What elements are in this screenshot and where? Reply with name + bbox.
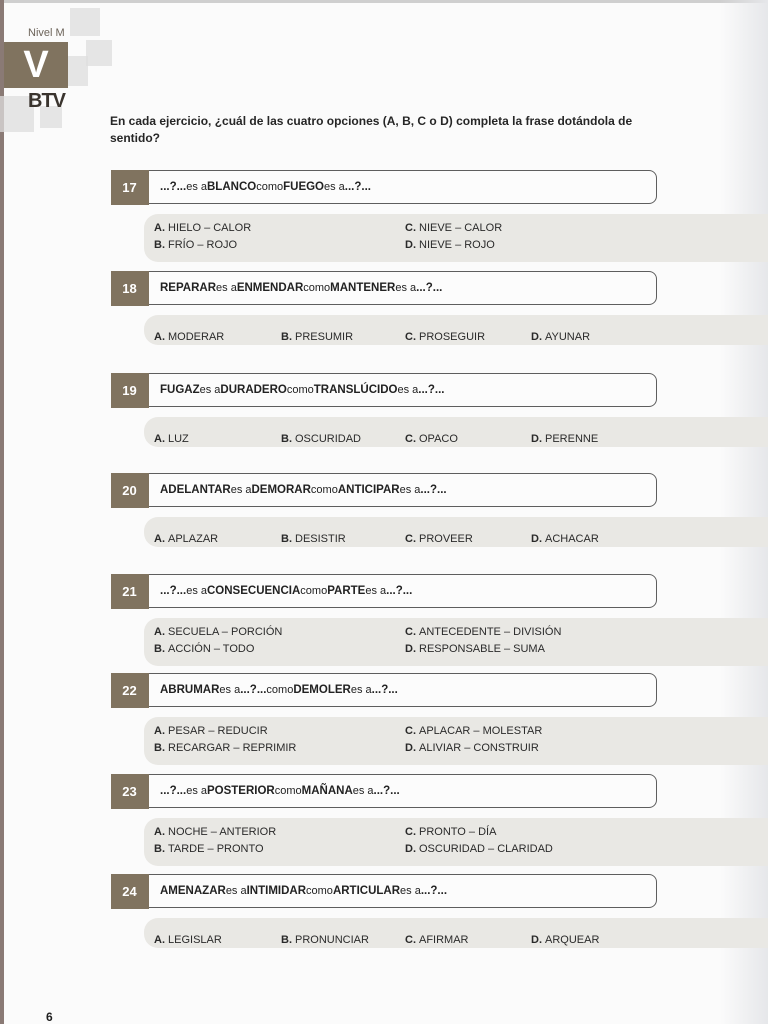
- statement-term: ...?...: [420, 484, 447, 496]
- statement-term: REPARAR: [160, 282, 217, 294]
- option-letter: B.: [154, 742, 165, 754]
- option-text: NIEVE – ROJO: [419, 239, 495, 251]
- option-text: NIEVE – CALOR: [419, 222, 503, 234]
- option-d[interactable]: [531, 533, 599, 545]
- statement-connector: es a: [324, 181, 345, 193]
- option-text: SECUELA – PORCIÓN: [168, 626, 283, 638]
- statement-connector: es a: [230, 484, 252, 496]
- option-text: APLAZAR: [168, 533, 219, 545]
- option-a[interactable]: [154, 433, 189, 445]
- page-left-edge: [0, 0, 4, 1024]
- statement-connector: es a: [225, 885, 247, 897]
- option-letter: A.: [154, 826, 165, 838]
- statement-term: FUEGO: [283, 181, 324, 193]
- level-badge: [0, 0, 120, 140]
- option-a[interactable]: [154, 725, 268, 737]
- statement-connector: como: [300, 585, 328, 597]
- question-21: [111, 574, 657, 608]
- option-b[interactable]: [154, 643, 254, 655]
- option-text: PROSEGUIR: [419, 331, 486, 343]
- option-c[interactable]: [405, 934, 469, 946]
- statement-term: DEMORAR: [251, 484, 311, 496]
- option-letter: A.: [154, 934, 165, 946]
- option-b[interactable]: [281, 934, 369, 946]
- question-17: [111, 170, 657, 204]
- question-number: 19: [111, 373, 149, 408]
- option-text: OSCURIDAD: [295, 433, 362, 445]
- statement-term: FUGAZ: [160, 384, 200, 396]
- question-statement: [160, 474, 447, 506]
- question-number: 18: [111, 271, 149, 306]
- option-c[interactable]: [405, 331, 485, 343]
- option-d[interactable]: [531, 433, 598, 445]
- statement-term: ANTICIPAR: [337, 484, 400, 496]
- option-letter: C.: [405, 626, 416, 638]
- option-letter: B.: [281, 533, 292, 545]
- option-text: PERENNE: [545, 433, 599, 445]
- option-text: OSCURIDAD – CLARIDAD: [419, 843, 553, 855]
- option-letter: B.: [154, 843, 165, 855]
- option-letter: A.: [154, 533, 165, 545]
- question-19: [111, 373, 657, 407]
- statement-term: ...?...: [386, 585, 413, 597]
- statement-term: ...?...: [160, 181, 187, 193]
- statement-connector: es a: [186, 181, 207, 193]
- statement-connector: es a: [350, 684, 372, 696]
- option-letter: C.: [405, 222, 416, 234]
- option-letter: C.: [405, 331, 416, 343]
- option-text: HIELO – CALOR: [168, 222, 252, 234]
- option-text: DESISTIR: [295, 533, 346, 545]
- statement-connector: como: [306, 885, 333, 897]
- option-letter: D.: [405, 239, 416, 251]
- option-d[interactable]: [405, 742, 539, 754]
- statement-term: BLANCO: [207, 181, 257, 193]
- option-d[interactable]: [405, 843, 553, 855]
- statement-connector: es a: [216, 282, 237, 294]
- statement-term: ADELANTAR: [160, 484, 231, 496]
- statement-connector: como: [303, 282, 331, 294]
- option-a[interactable]: [154, 626, 282, 638]
- option-text: RESPONSABLE – SUMA: [419, 643, 545, 655]
- statement-connector: es a: [400, 885, 421, 897]
- question-statement: [160, 875, 447, 907]
- option-a[interactable]: [154, 533, 218, 545]
- level-label: Nivel M: [28, 27, 65, 39]
- option-letter: D.: [531, 533, 542, 545]
- option-text: MODERAR: [168, 331, 225, 343]
- option-letter: B.: [154, 643, 165, 655]
- option-letter: D.: [405, 643, 416, 655]
- option-text: ANTECEDENTE – DIVISIÓN: [419, 626, 562, 638]
- statement-term: ...?...: [240, 684, 267, 696]
- option-b[interactable]: [154, 239, 237, 251]
- statement-connector: es a: [352, 785, 374, 797]
- question-22: [111, 673, 657, 707]
- option-letter: C.: [405, 533, 416, 545]
- option-c[interactable]: [405, 626, 561, 638]
- option-b[interactable]: [154, 843, 264, 855]
- option-text: RECARGAR – REPRIMIR: [168, 742, 297, 754]
- level-letter: V: [4, 42, 68, 88]
- statement-term: DURADERO: [220, 384, 287, 396]
- statement-term: DEMOLER: [293, 684, 351, 696]
- statement-term: ...?...: [416, 282, 443, 294]
- question-number: 20: [111, 473, 149, 508]
- statement-term: MAÑANA: [301, 785, 353, 797]
- statement-term: AMENAZAR: [160, 885, 226, 897]
- statement-connector: como: [266, 684, 294, 696]
- option-letter: C.: [405, 826, 416, 838]
- page-number: 6: [46, 1010, 53, 1024]
- statement-term: ...?...: [373, 785, 400, 797]
- option-c[interactable]: [405, 826, 496, 838]
- option-letter: C.: [405, 934, 416, 946]
- statement-connector: es a: [186, 585, 207, 597]
- statement-term: ARTICULAR: [332, 885, 401, 897]
- option-b[interactable]: [281, 533, 346, 545]
- option-letter: B.: [154, 239, 165, 251]
- statement-term: TRANSLÚCIDO: [313, 384, 398, 396]
- option-letter: D.: [405, 843, 416, 855]
- option-text: ALIVIAR – CONSTRUIR: [419, 742, 539, 754]
- statement-connector: como: [274, 785, 302, 797]
- statement-term: ...?...: [418, 384, 445, 396]
- option-c[interactable]: [405, 433, 458, 445]
- question-statement: [160, 674, 398, 706]
- option-a[interactable]: [154, 331, 224, 343]
- option-text: APLACAR – MOLESTAR: [419, 725, 543, 737]
- option-text: AFIRMAR: [419, 934, 469, 946]
- statement-term: MANTENER: [330, 282, 396, 294]
- option-text: ACHACAR: [545, 533, 599, 545]
- statement-connector: como: [286, 384, 314, 396]
- option-c[interactable]: [405, 222, 502, 234]
- question-statement: [160, 775, 400, 807]
- option-d[interactable]: [531, 331, 590, 343]
- option-letter: A.: [154, 725, 165, 737]
- option-text: TARDE – PRONTO: [168, 843, 264, 855]
- statement-term: ABRUMAR: [160, 684, 220, 696]
- question-statement: [160, 575, 412, 607]
- option-text: FRÍO – ROJO: [168, 239, 238, 251]
- option-text: ACCIÓN – TODO: [168, 643, 255, 655]
- option-letter: A.: [154, 222, 165, 234]
- option-letter: B.: [281, 934, 292, 946]
- option-text: PRONTO – DÍA: [419, 826, 497, 838]
- option-d[interactable]: [405, 643, 545, 655]
- option-text: ARQUEAR: [545, 934, 600, 946]
- question-statement: [160, 374, 444, 406]
- option-d[interactable]: [405, 239, 495, 251]
- option-text: PRESUMIR: [295, 331, 354, 343]
- option-c[interactable]: [405, 533, 473, 545]
- statement-connector: es a: [186, 785, 207, 797]
- brand-logo: BTV: [28, 90, 65, 112]
- statement-connector: es a: [365, 585, 387, 597]
- option-text: NOCHE – ANTERIOR: [168, 826, 277, 838]
- statement-connector: es a: [395, 282, 417, 294]
- instructions: En cada ejercicio, ¿cuál de las cuatro opciones (A, B, C o D) completa la frase dotándola de sentido?: [110, 114, 633, 145]
- option-letter: B.: [281, 331, 292, 343]
- statement-connector: es a: [397, 384, 419, 396]
- question-statement: [160, 171, 371, 203]
- statement-term: ENMENDAR: [236, 282, 304, 294]
- option-text: LUZ: [168, 433, 189, 445]
- option-letter: A.: [154, 626, 165, 638]
- option-letter: C.: [405, 433, 416, 445]
- option-c[interactable]: [405, 725, 542, 737]
- option-b[interactable]: [154, 742, 296, 754]
- question-number: 24: [111, 874, 149, 909]
- option-letter: B.: [281, 433, 292, 445]
- statement-connector: es a: [219, 684, 241, 696]
- option-d[interactable]: [531, 934, 599, 946]
- statement-connector: es a: [399, 484, 421, 496]
- question-number: 21: [111, 574, 149, 609]
- statement-connector: como: [256, 181, 284, 193]
- page-shadow: [720, 0, 768, 1024]
- statement-term: POSTERIOR: [207, 785, 275, 797]
- option-a[interactable]: [154, 222, 251, 234]
- option-a[interactable]: [154, 826, 276, 838]
- question-23: [111, 774, 657, 808]
- option-letter: A.: [154, 433, 165, 445]
- option-b[interactable]: [281, 331, 353, 343]
- statement-term: ...?...: [160, 585, 187, 597]
- question-20: [111, 473, 657, 507]
- statement-term: ...?...: [420, 885, 448, 897]
- question-number: 17: [111, 170, 149, 205]
- statement-connector: como: [310, 484, 338, 496]
- option-letter: C.: [405, 725, 416, 737]
- statement-term: ...?...: [344, 181, 371, 193]
- statement-term: CONSECUENCIA: [207, 585, 301, 597]
- statement-term: PARTE: [327, 585, 366, 597]
- option-letter: D.: [531, 433, 542, 445]
- option-text: PRONUNCIAR: [295, 934, 369, 946]
- question-number: 22: [111, 673, 149, 708]
- statement-term: ...?...: [371, 684, 398, 696]
- option-text: AYUNAR: [545, 331, 591, 343]
- option-letter: A.: [154, 331, 165, 343]
- question-18: [111, 271, 657, 305]
- option-text: OPACO: [419, 433, 458, 445]
- option-text: LEGISLAR: [168, 934, 222, 946]
- option-letter: D.: [405, 742, 416, 754]
- statement-connector: es a: [199, 384, 221, 396]
- option-text: PROVEER: [419, 533, 473, 545]
- option-b[interactable]: [281, 433, 361, 445]
- option-text: PESAR – REDUCIR: [168, 725, 268, 737]
- statement-term: INTIMIDAR: [246, 885, 307, 897]
- statement-term: ...?...: [160, 785, 187, 797]
- question-number: 23: [111, 774, 149, 809]
- option-letter: D.: [531, 934, 542, 946]
- question-24: [111, 874, 657, 908]
- question-statement: [160, 272, 442, 304]
- option-letter: D.: [531, 331, 542, 343]
- option-a[interactable]: [154, 934, 222, 946]
